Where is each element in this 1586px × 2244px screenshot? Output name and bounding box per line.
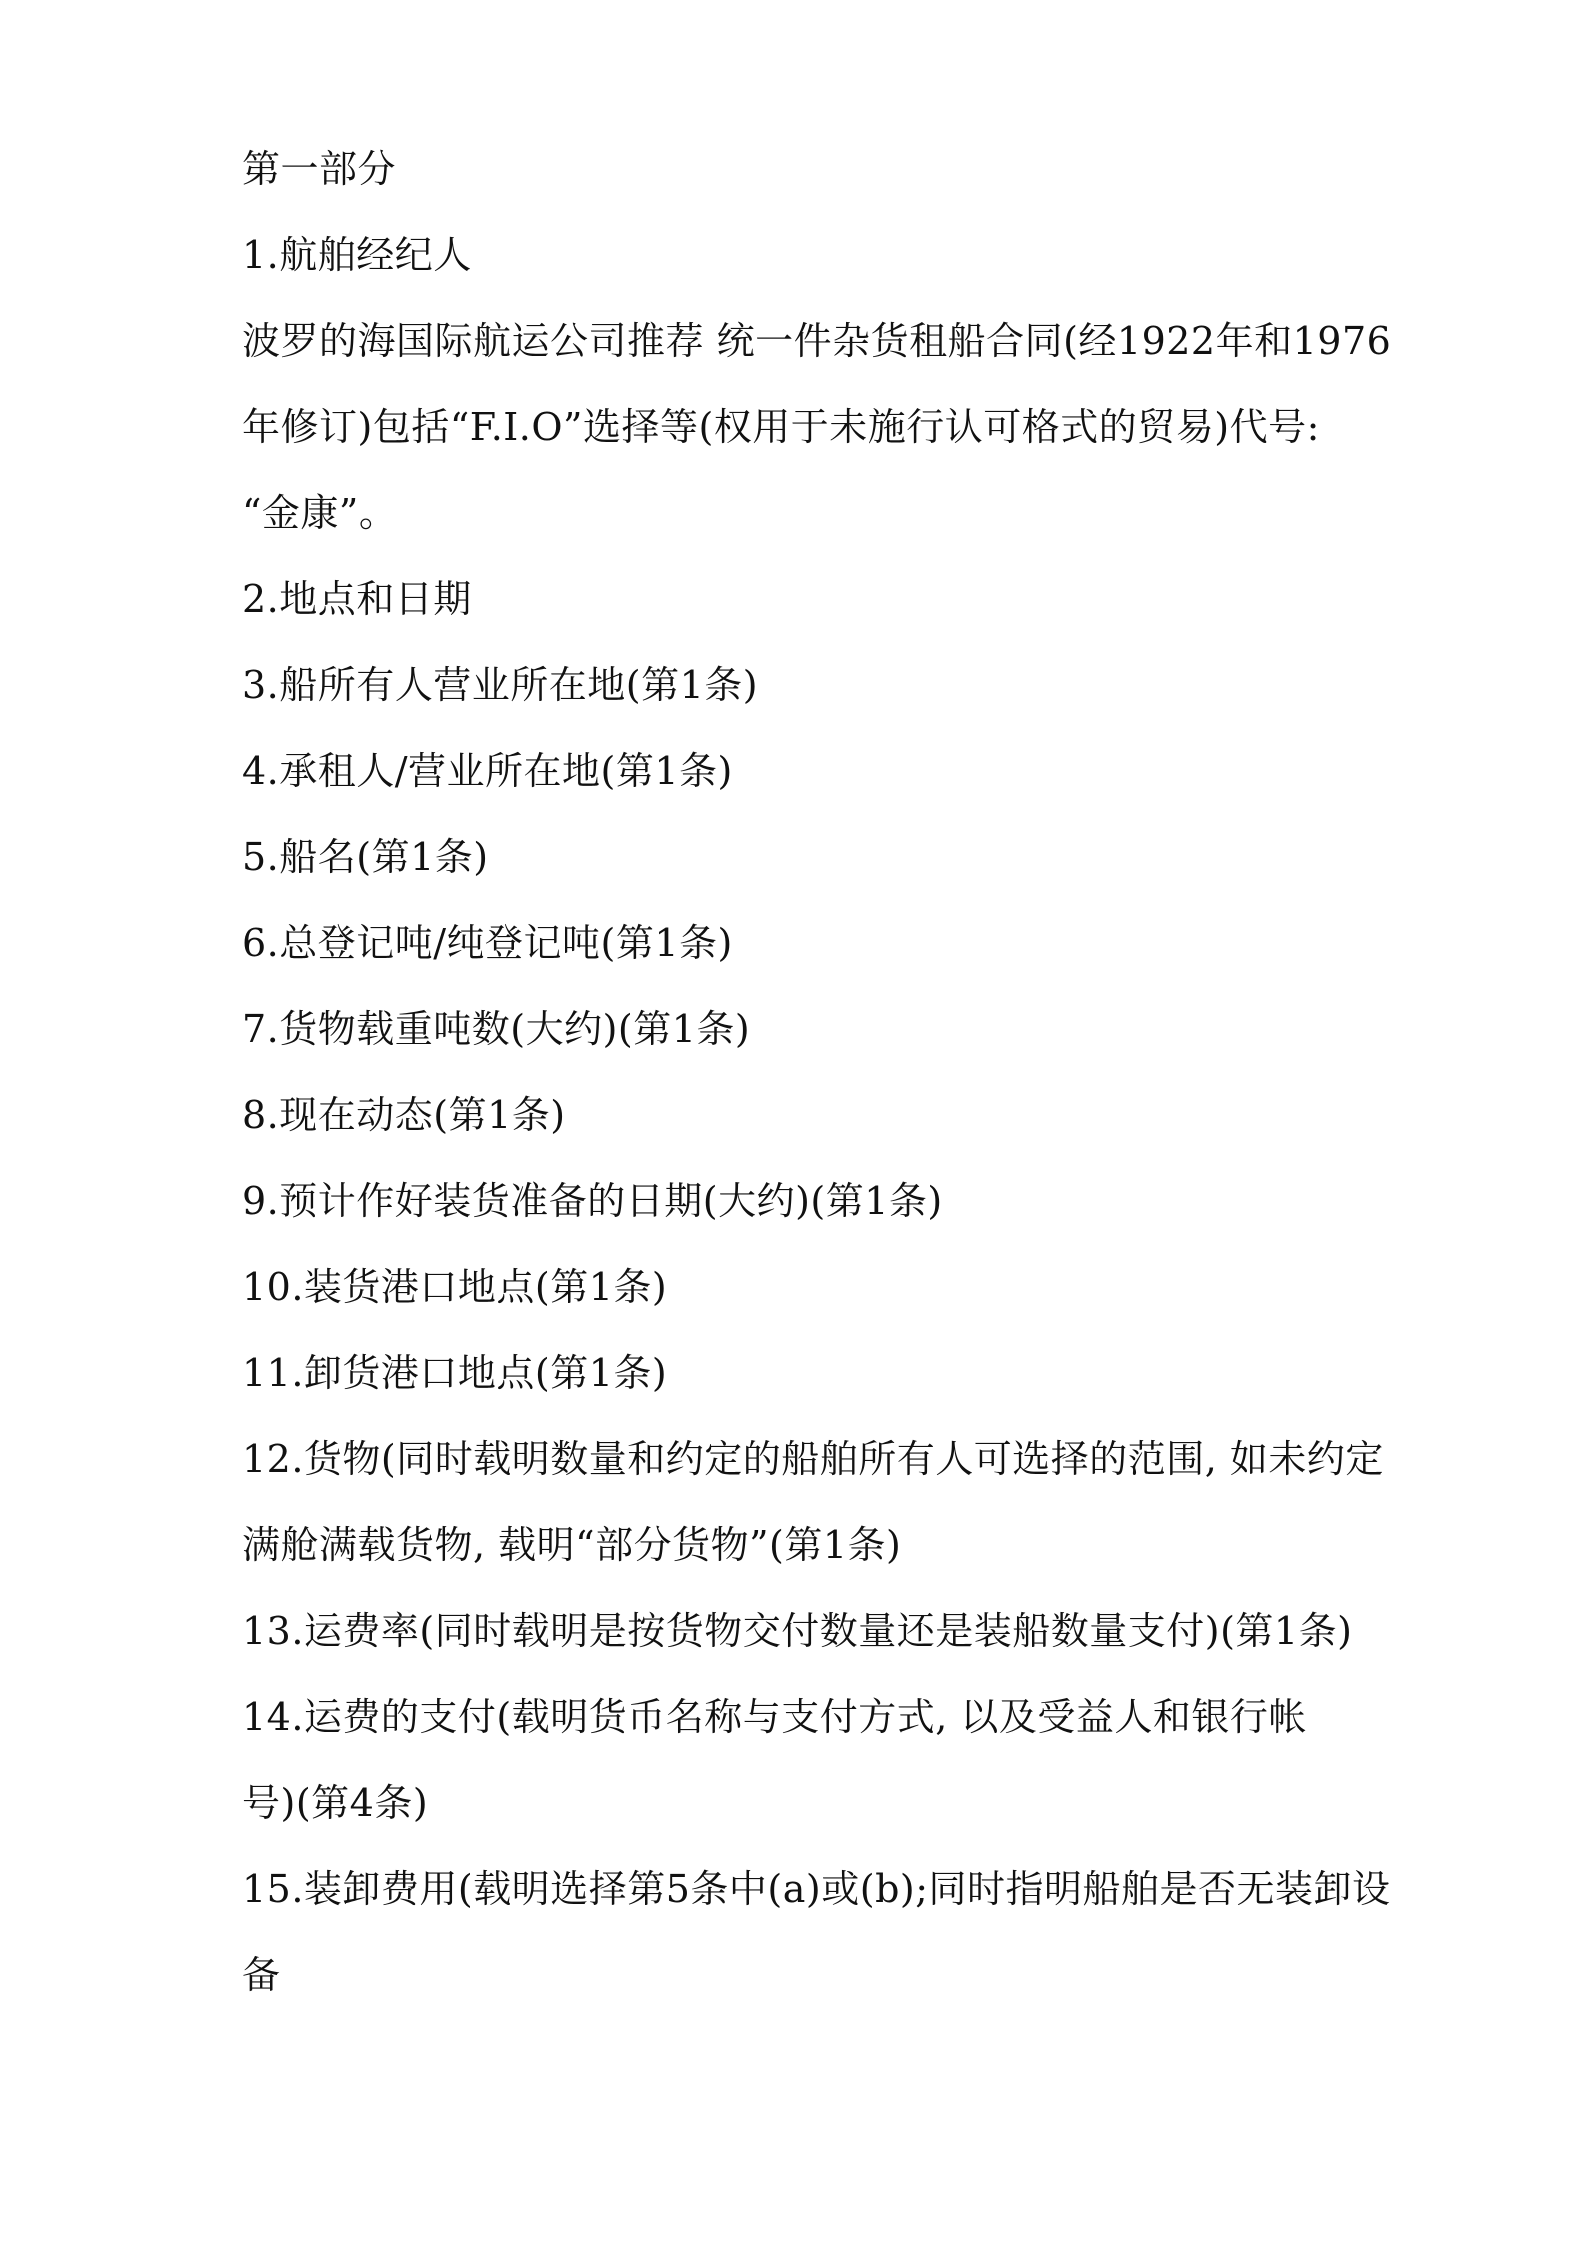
item-15-loading-costs-line-1: 15.装卸费用(载明选择第5条中(a)或(b);同时指明船舶是否无装卸设: [242, 1867, 1391, 1911]
item-1-ship-broker: 1.航舶经纪人: [242, 233, 472, 277]
item-14-freight-payment-line-1: 14.运费的支付(载明货币名称与支付方式, 以及受益人和银行帐: [242, 1695, 1307, 1739]
intro-paragraph-line-1: 波罗的海国际航运公司推荐 统一件杂货租船合同(经1922年和1976: [242, 319, 1392, 363]
item-10-loading-port: 10.装货港口地点(第1条): [242, 1265, 668, 1309]
intro-paragraph-line-3: “金康”。: [242, 491, 398, 535]
item-9-expected-ready-date: 9.预计作好装货准备的日期(大约)(第1条): [242, 1179, 943, 1223]
item-14-freight-payment-line-2: 号)(第4条): [242, 1781, 429, 1825]
item-3-owner-address: 3.船所有人营业所在地(第1条): [242, 663, 759, 707]
item-15-loading-costs-line-2: 备: [242, 1953, 281, 1997]
section-heading: 第一部分: [242, 147, 397, 191]
item-7-deadweight: 7.货物载重吨数(大约)(第1条): [242, 1007, 751, 1051]
intro-paragraph-line-2: 年修订)包括“F.I.O”选择等(权用于未施行认可格式的贸易)代号:: [242, 405, 1320, 449]
document-body: [242, 126, 1392, 2018]
item-12-cargo-line-2: 满舱满载货物, 载明“部分货物”(第1条): [242, 1523, 902, 1567]
item-2-place-date: 2.地点和日期: [242, 577, 472, 621]
item-13-freight-rate: 13.运费率(同时载明是按货物交付数量还是装船数量支付)(第1条): [242, 1609, 1353, 1653]
item-6-tonnage: 6.总登记吨/纯登记吨(第1条): [242, 921, 733, 965]
item-8-present-position: 8.现在动态(第1条): [242, 1093, 566, 1137]
item-4-charterer-address: 4.承租人/营业所在地(第1条): [242, 749, 733, 793]
item-11-discharging-port: 11.卸货港口地点(第1条): [242, 1351, 668, 1395]
item-12-cargo-line-1: 12.货物(同时载明数量和约定的船舶所有人可选择的范围, 如未约定: [242, 1437, 1384, 1481]
item-5-vessel-name: 5.船名(第1条): [242, 835, 489, 879]
